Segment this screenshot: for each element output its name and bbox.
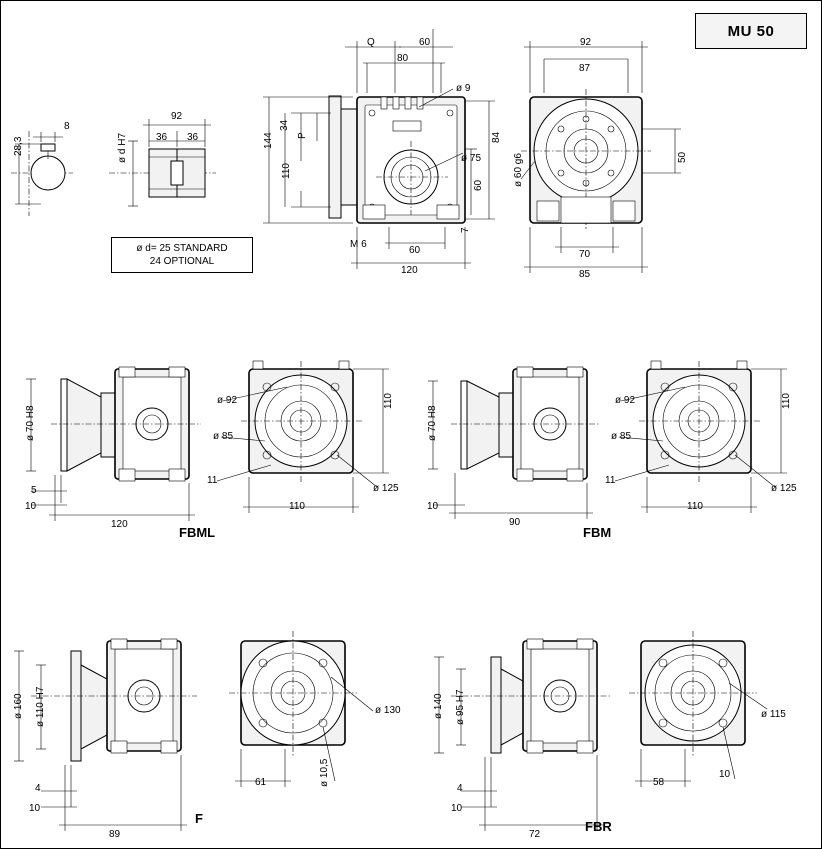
dim-70: 70 [579,249,591,260]
dim-60-bottom: 60 [409,245,421,256]
dim-84: 84 [491,131,502,143]
variant-f-side [14,639,197,831]
f-dim-4: 4 [35,783,41,794]
dim-hub-a: 36 [156,132,168,143]
dim-shaft-60g6: ø 60 g6 [513,153,524,187]
fbr-dim-10: 10 [451,803,463,814]
dim-85: 85 [579,269,591,280]
dim-d75: ø 75 [461,153,482,164]
fbm-dim-11: 11 [605,475,616,486]
model-title-box [695,13,807,49]
bore-note-box [111,237,253,273]
model-title-label: MU 50 [727,22,775,40]
dim-key-width: 8 [64,121,70,132]
side-gearbox-view [521,41,681,273]
dim-60-top: 60 [419,37,431,48]
dim-q: Q [367,37,375,48]
variant-name-f: F [195,811,203,826]
dim-hub-length: 92 [171,111,183,122]
f-dim-d130: ø 130 [375,705,401,716]
f-dim-length: 89 [109,829,121,840]
fbml-dim-110: 110 [289,501,305,512]
fbml-dim-11: 11 [207,475,218,486]
dim-p: P [297,132,308,139]
dim-144: 144 [263,132,274,149]
dim-hub-b: 36 [187,132,199,143]
fbml-dim-5: 5 [31,485,37,496]
f-dim-bore: ø 110 H7 [35,686,46,727]
variant-fbml-side [26,367,201,521]
fbr-dim-58: 58 [653,777,665,788]
fbr-dim-4: 4 [457,783,463,794]
fbm-dim-height110: 110 [781,393,792,409]
dim-34: 34 [279,119,290,131]
fbm-dim-d92: ø 92 [615,395,636,406]
fbml-dim-length: 120 [111,519,128,530]
dim-m6: M 6 [350,239,367,250]
dim-120: 120 [401,265,418,276]
dim-80: 80 [397,53,409,64]
fbr-dim-length: 72 [529,829,541,840]
fbm-dim-110: 110 [687,501,703,512]
variant-name-fbml: FBML [179,525,216,540]
f-dim-10: 10 [29,803,41,814]
dim-bore-label: ø d H7 [117,132,128,163]
variant-name-fbm: FBM [583,525,612,540]
fbm-dim-length: 90 [509,517,521,528]
variant-fbr-front [629,631,767,787]
dim-7: 7 [460,227,471,233]
f-dim-holes: ø 10,5 [319,758,330,787]
fbml-dim-height110: 110 [383,393,394,409]
variant-fbm-front [615,361,787,513]
variant-f-front [229,631,373,787]
fbm-dim-d85: ø 85 [611,431,632,442]
technical-drawing-linework [1,1,822,849]
dim-hole-9: ø 9 [456,83,471,94]
fbr-dim-outer: ø 140 [433,693,444,719]
bore-note-line2: 24 OPTIONAL [149,256,215,267]
variant-fbm-side [428,367,599,519]
f-dim-61: 61 [255,777,267,788]
f-dim-outer: ø 160 [13,693,24,719]
fbml-dim-d125: ø 125 [373,483,399,494]
variant-fbml-front [217,361,389,513]
dim-92-side: 92 [580,37,592,48]
dim-60-right: 60 [473,179,484,191]
fbm-dim-d125: ø 125 [771,483,797,494]
fbm-dim-bore: ø 70 H8 [427,405,438,441]
variant-name-fbr: FBR [585,819,612,834]
dim-shaft-height: 28,3 [13,136,24,156]
fbm-dim-10: 10 [427,501,439,512]
fbr-dim-d115: ø 115 [761,709,786,720]
fbr-dim-10-right: 10 [719,769,731,780]
fbml-dim-10: 10 [25,501,37,512]
fbml-dim-d92: ø 92 [217,395,238,406]
main-gearbox-view [263,29,495,269]
dim-110: 110 [281,163,292,179]
dim-50: 50 [677,151,688,163]
dim-87: 87 [579,63,591,74]
bore-note-line1: ø d= 25 STANDARD [136,243,228,254]
fbr-dim-bore: ø 95 H7 [455,689,466,725]
fbml-dim-d85: ø 85 [213,431,234,442]
fbml-dim-bore: ø 70 H8 [25,405,36,441]
